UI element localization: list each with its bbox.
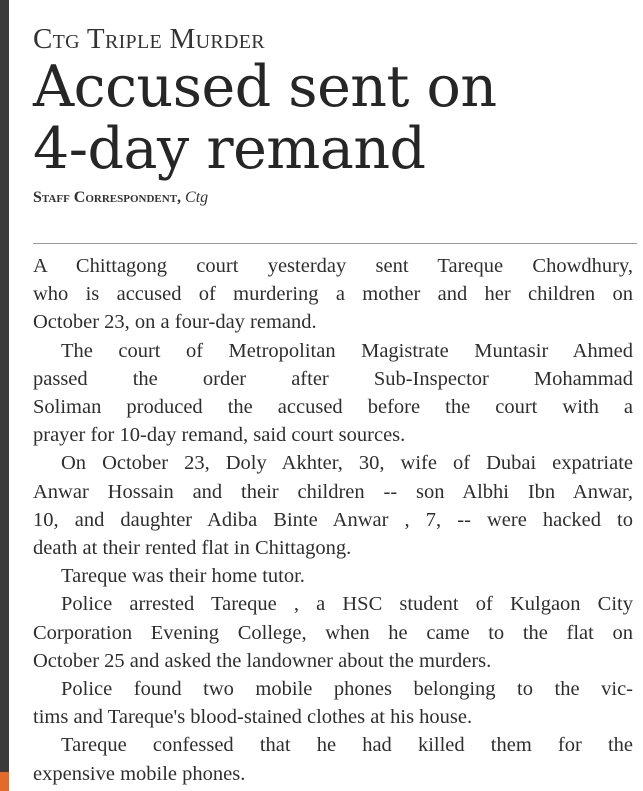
byline-place: Ctg	[185, 189, 209, 206]
body-line: Police found two mobile phones belonging to the vic-	[61, 678, 633, 701]
body-line: The court of Metropolitan Magistrate Muntasir Ahmed	[61, 339, 633, 362]
column-edge-accent	[0, 772, 9, 791]
article-kicker: Ctg Triple Murder	[33, 23, 265, 55]
body-line: expensive mobile phones.	[33, 762, 246, 785]
news-article	[33, 22, 633, 208]
body-line: Soliman produced the accused before the court with a	[33, 396, 633, 419]
body-line: Anwar Hossain and their children -- son Albhi Ibn Anwar,	[33, 480, 633, 503]
body-line: On October 23, Doly Akhter, 30, wife of Dubai expatriate	[61, 452, 633, 475]
body-line: prayer for 10-day remand, said court sources.	[33, 424, 406, 447]
column-edge-bar	[0, 0, 9, 791]
headline-line-1: Accused sent on	[33, 54, 497, 120]
body-line: Police arrested Tareque , a HSC student of Kulgaon City	[61, 593, 633, 616]
body-line: October 25 and asked the landowner about the murders.	[33, 649, 492, 672]
body-line: passed the order after Sub-Inspector Mohammad	[33, 367, 633, 390]
byline-divider	[33, 243, 637, 244]
body-line: Tareque confessed that he had killed them for the	[61, 734, 633, 757]
headline-line-2: 4-day remand	[33, 116, 426, 182]
body-line: 10, and daughter Adiba Binte Anwar , 7, -- were hacked to	[33, 508, 633, 531]
article-body	[33, 252, 633, 788]
body-line: A Chittagong court yesterday sent Tareque Chowdhury,	[33, 255, 633, 277]
article-byline	[33, 188, 633, 208]
body-line: tims and Tareque's blood-stained clothes at his house.	[33, 706, 473, 729]
body-line: Tareque was their home tutor.	[61, 565, 305, 588]
body-line: October 23, on a four-day remand.	[33, 311, 317, 334]
body-line: death at their rented flat in Chittagong.	[33, 537, 352, 560]
body-line: who is accused of murdering a mother and her children on	[33, 283, 633, 306]
body-line: Corporation Evening College, when he came to the flat on	[33, 621, 633, 644]
byline-author: Staff Correspondent,	[33, 189, 182, 206]
article-headline	[33, 56, 633, 180]
